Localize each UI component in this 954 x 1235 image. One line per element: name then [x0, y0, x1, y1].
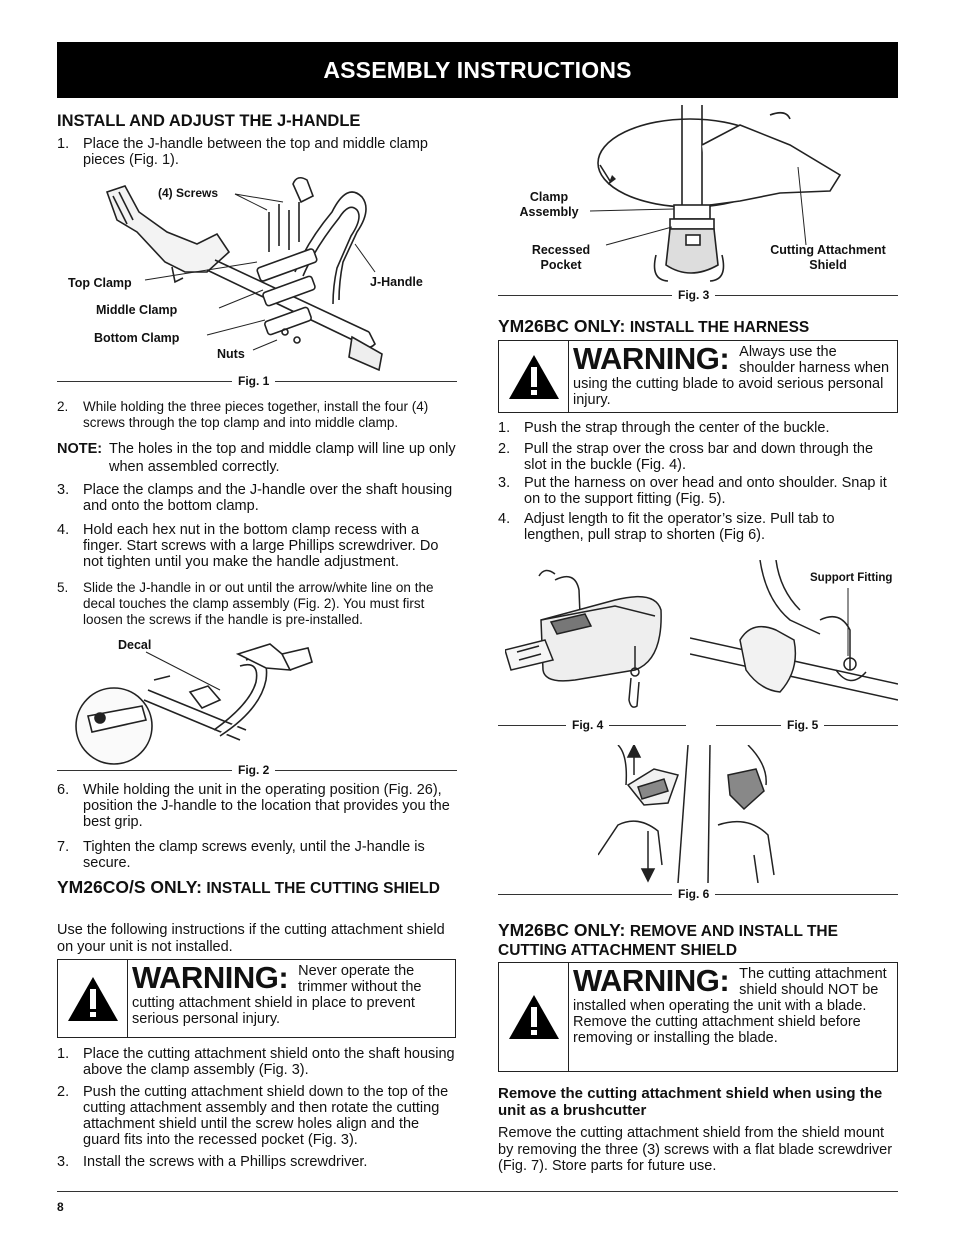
- harness-warning-box: [498, 340, 898, 413]
- fig1-caption: Fig. 1: [57, 374, 457, 388]
- jhandle-step-4: 4. Hold each hex nut in the bottom clamp recess with a finger. Start screws with a large Phillips screwdriver. Do not tighten until you make the handle adjustment.: [57, 522, 439, 570]
- fig3-label-recessed-pocket: Recessed Pocket: [531, 243, 591, 272]
- remove-shield-heading: YM26BC ONLY: REMOVE AND INSTALL THE CUTTING ATTACHMENT SHIELD: [498, 920, 838, 959]
- harness-step-2: 2. Pull the strap over the cross bar and down through the slot in the buckle (Fig. 4).: [498, 441, 874, 473]
- fig1-label-top-clamp: Top Clamp: [68, 276, 132, 290]
- warning-triangle-icon: [499, 341, 569, 412]
- fig3-label-clamp-assembly: Clamp Assembly: [519, 190, 579, 219]
- warning-text: Never operate the trimmer without the cutting attachment shield in place to prevent serious personal injury.: [132, 963, 422, 1027]
- fig1-label-screws: (4) Screws: [158, 186, 219, 200]
- fig6-caption: Fig. 6: [498, 887, 898, 901]
- harness-step-4: 4. Adjust length to fit the operator’s size. Pull tab to lengthen, pull strap to shorten (Fig 6).: [498, 511, 835, 543]
- fig5-label-support-fitting: Support Fitting: [810, 572, 893, 584]
- jhandle-heading: INSTALL AND ADJUST THE J-HANDLE: [57, 112, 361, 130]
- remove-text: Remove the cutting attachment shield from the shield mount by removing the three (3) screws with a flat blade screwdriver (Fig. 7). Store parts for future use.: [498, 1125, 893, 1174]
- fig3-label-cutting-attachment-shield: Cutting Attachment Shield: [770, 243, 886, 272]
- shield-step-1: 1. Place the cutting attachment shield onto the shaft housing above the clamp assembly (Fig. 3).: [57, 1046, 455, 1078]
- jhandle-step-2: 2. While holding the three pieces together, install the four (4) screws through the top clamp and into middle clamp.: [57, 399, 429, 430]
- page-title: ASSEMBLY INSTRUCTIONS: [323, 56, 632, 83]
- fig6-illustration: [598, 745, 798, 883]
- fig2-label-decal: Decal: [118, 638, 152, 652]
- fig1-label-nuts: Nuts: [217, 347, 245, 361]
- warning-triangle-icon: [499, 963, 569, 1071]
- shield-intro: Use the following instructions if the cutting attachment shield on your unit is not installed.: [57, 922, 445, 955]
- fig1-label-middle-clamp: Middle Clamp: [96, 303, 178, 317]
- remove-warning-box: [498, 962, 898, 1072]
- warning-label: WARNING:: [573, 963, 730, 998]
- harness-step-1: 1. Push the strap through the center of the buckle.: [498, 420, 830, 436]
- warning-text: Always use the shoulder harness when using the cutting blade to avoid serious personal injury.: [573, 344, 890, 408]
- shield-warning-box: [57, 959, 456, 1038]
- jhandle-step-5: 5. Slide the J-handle in or out until the arrow/white line on the decal touches the clamp assembly (Fig. 2). You must first loosen the screws if the handle is pre-installed.: [57, 580, 434, 627]
- jhandle-step-7: 7. Tighten the clamp screws evenly, until the J-handle is secure.: [57, 839, 425, 871]
- shield-step-3: 3. Install the screws with a Phillips screwdriver.: [57, 1154, 368, 1170]
- fig2-caption: Fig. 2: [57, 763, 457, 777]
- jhandle-step-6: 6. While holding the unit in the operating position (Fig. 26), position the J-handle to the location that provides you the best grip.: [57, 782, 450, 830]
- remove-subheading: Remove the cutting attachment shield when using the unit as a brushcutter: [498, 1085, 883, 1119]
- fig4-caption: Fig. 4: [498, 718, 686, 732]
- warning-text: The cutting attachment shield should NOT be installed when operating the unit with a blade. Remove the cutting attachment shield before removing or installing the blade.: [573, 966, 887, 1046]
- fig1-label-bottom-clamp: Bottom Clamp: [94, 331, 180, 345]
- fig1-label-j-handle: J-Handle: [370, 275, 423, 289]
- page-header: [57, 42, 898, 98]
- harness-step-3: 3. Put the harness on over head and onto shoulder. Snap it on to the support fitting (Fig. 5).: [498, 475, 887, 507]
- footer-rule: [57, 1191, 898, 1192]
- fig4-illustration: [505, 560, 675, 715]
- fig5-caption: Fig. 5: [716, 718, 898, 732]
- warning-label: WARNING:: [573, 341, 730, 376]
- warning-label: WARNING:: [132, 960, 289, 995]
- page-number: 8: [57, 1200, 64, 1214]
- jhandle-step-3: 3. Place the clamps and the J-handle over the shaft housing and onto the bottom clamp.: [57, 482, 453, 514]
- jhandle-note: NOTE: The holes in the top and middle clamp will line up only when assembled correctly.: [57, 441, 456, 475]
- warning-triangle-icon: [58, 960, 128, 1037]
- jhandle-step-1: 1. Place the J-handle between the top and middle clamp pieces (Fig. 1).: [57, 136, 428, 168]
- fig2-illustration: [70, 640, 340, 765]
- harness-heading: YM26BC ONLY: INSTALL THE HARNESS: [498, 316, 810, 336]
- shield-heading: YM26CO/S ONLY: INSTALL THE CUTTING SHIELD: [57, 877, 441, 897]
- fig3-caption: Fig. 3: [498, 288, 898, 302]
- shield-step-2: 2. Push the cutting attachment shield down to the top of the cutting attachment assembly and then rotate the cutting attachment shield until the screw holes align and the guard fits into the recessed pocket (Fig. 3).: [57, 1084, 449, 1148]
